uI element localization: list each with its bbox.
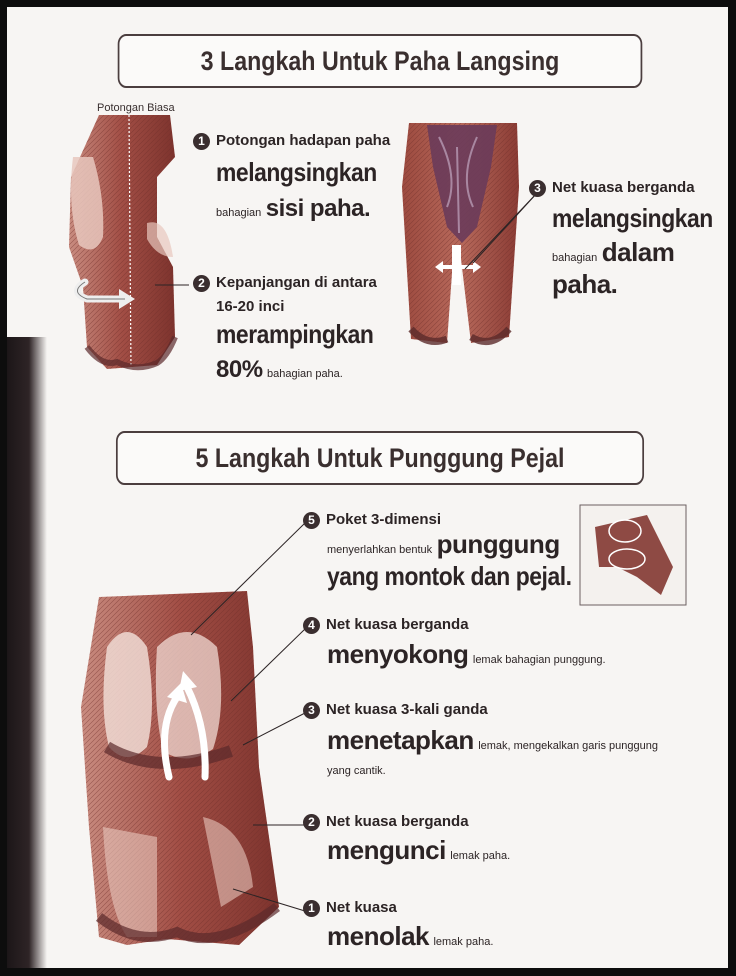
number-badge: 4 <box>303 617 320 634</box>
inset-garment <box>580 505 686 605</box>
s2-step5-head-text: Poket 3-dimensi <box>326 511 442 528</box>
s2-step5-line2 <box>327 529 560 560</box>
s1-step3-big3: paha. <box>552 269 618 299</box>
s2-step5-big2: yang montok dan pejal. <box>327 561 572 591</box>
number-badge: 1 <box>303 900 320 917</box>
s1-step2-heading <box>193 274 377 292</box>
page <box>7 7 728 968</box>
s2-step3-heading <box>303 701 488 719</box>
s2-step4-line2 <box>327 639 606 670</box>
s2-step2-heading <box>303 813 469 831</box>
s1-step3-big1: melangsingkan <box>552 203 713 233</box>
number-badge: 1 <box>193 133 210 150</box>
s2-step2-big: mengunci <box>327 835 446 865</box>
s1-step3-big2: dalam <box>601 237 675 267</box>
s1-step2-head2: 16-20 inci <box>216 298 285 315</box>
s2-step3-small2: yang cantik. <box>327 765 386 777</box>
s2-step5-heading <box>303 511 441 529</box>
s2-step3-big: menetapkan <box>327 725 474 755</box>
s1-step1-heading <box>193 132 390 150</box>
garment-back-view <box>81 591 279 945</box>
s2-step2-line2 <box>327 835 510 866</box>
s2-step1-big: menolak <box>327 921 429 951</box>
s1-step2-line3 <box>216 356 343 384</box>
s2-step3-head-text: Net kuasa 3-kali ganda <box>326 701 488 718</box>
s2-step2-small: lemak paha. <box>450 850 511 862</box>
s2-step1-head-text: Net kuasa <box>326 899 397 916</box>
s2-step5-small: menyerlahkan bentuk <box>327 544 433 556</box>
number-badge: 3 <box>303 702 320 719</box>
garment-side-view <box>69 115 175 372</box>
s1-step3-heading <box>529 179 695 197</box>
s1-step2-big2: 80% <box>216 356 263 383</box>
caption-potongan-biasa: Potongan Biasa <box>97 102 175 114</box>
s1-step1-line2 <box>216 195 370 223</box>
s1-step1-big1: melangsingkan <box>216 157 377 187</box>
s2-step4-head-text: Net kuasa berganda <box>326 616 469 633</box>
number-badge: 5 <box>303 512 320 529</box>
s1-step1-small: bahagian <box>216 207 262 219</box>
s1-step3-head-text: Net kuasa berganda <box>552 179 695 196</box>
number-badge: 3 <box>529 180 546 197</box>
s2-step1-heading <box>303 899 397 917</box>
number-badge: 2 <box>193 275 210 292</box>
s2-step3-small1: lemak, mengekalkan garis punggung <box>478 740 658 752</box>
section1-title: 3 Langkah Untuk Paha Langsing <box>200 45 560 76</box>
s2-step5-big1: punggung <box>436 529 560 559</box>
s1-step1-head-text: Potongan hadapan paha <box>216 132 391 149</box>
s1-step2-head1: Kepanjangan di antara <box>216 274 377 291</box>
s1-step3-line2 <box>552 237 674 268</box>
garment-front-view <box>402 123 519 343</box>
s2-step3-line2 <box>327 725 658 756</box>
s2-step4-small: lemak bahagian punggung. <box>472 654 606 666</box>
number-badge: 2 <box>303 814 320 831</box>
s2-step1-line2 <box>327 921 493 952</box>
s2-step2-head-text: Net kuasa berganda <box>326 813 469 830</box>
s2-step4-heading <box>303 616 469 634</box>
section2-title-banner <box>116 431 644 485</box>
s1-step2-big1: merampingkan <box>216 319 374 349</box>
s1-step2-small: bahagian paha. <box>267 368 343 380</box>
section2-title: 5 Langkah Untuk Punggung Pejal <box>195 442 565 473</box>
s1-step3-small: bahagian <box>552 252 598 264</box>
s2-step1-small: lemak paha. <box>433 936 494 948</box>
s2-step4-big: menyokong <box>327 639 469 669</box>
s1-step1-big2: sisi paha. <box>265 195 371 222</box>
